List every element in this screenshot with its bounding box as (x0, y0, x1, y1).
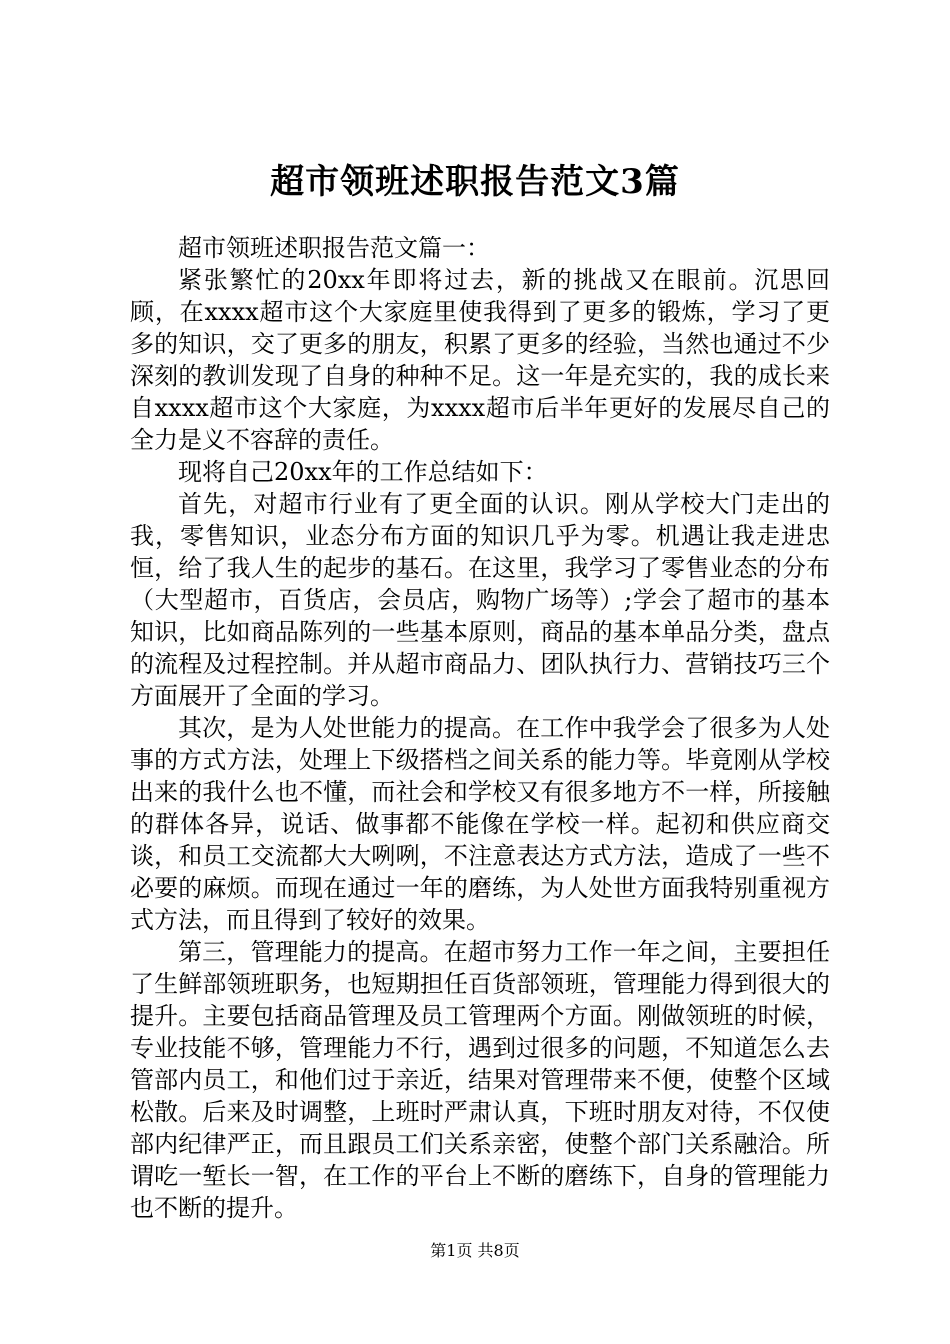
paragraph-first: 首先，对超市行业有了更全面的认识。刚从学校大门走出的我，零售知识，业态分布方面的知识几乎为零。机遇让我走进忠恒，给了我人生的起步的基石。在这里，我学习了零售业态的分布（大型超市，百货店，会员店，购物广场等）;学会了超市的基本知识，比如商品陈列的一些基本原则，商品的基本单品分类，盘点的流程及过程控制。并从超市商品力、团队执行力、营销技巧三个方面展开了全面的学习。 (130, 490, 830, 710)
document-title: 超市领班述职报告范文3篇 (270, 162, 680, 202)
page-footer: 第1页 共8页 (430, 1241, 520, 1260)
paragraph-second: 其次，是为人处世能力的提高。在工作中我学会了很多为人处事的方式方法，处理上下级搭档之间关系的能力等。毕竟刚从学校出来的我什么也不懂，而社会和学校又有很多地方不一样，所接触的群体各异，说话、做事都不能像在学校一样。起初和供应商交谈，和员工交流都大大咧咧，不注意表达方式方法，造成了一些不必要的麻烦。而现在通过一年的磨练，为人处世方面我特别重视方式方法，而且得到了较好的效果。 (130, 714, 830, 934)
document-body (130, 232, 830, 1224)
paragraph-intro: 紧张繁忙的20xx年即将过去，新的挑战又在眼前。沉思回顾，在xxxx超市这个大家庭里使我得到了更多的锻炼，学习了更多的知识，交了更多的朋友，积累了更多的经验，当然也通过不少深刻的教训发现了自身的种种不足。这一年是充实的，我的成长来自xxxx超市这个大家庭，为xxxx超市后半年更好的发展尽自己的全力是义不容辞的责任。 (130, 266, 830, 454)
paragraph-summary-lead: 现将自己20xx年的工作总结如下： (178, 458, 548, 486)
section-heading: 超市领班述职报告范文篇一： (178, 234, 490, 262)
paragraph-third: 第三，管理能力的提高。在超市努力工作一年之间，主要担任了生鲜部领班职务，也短期担任百货部领班，管理能力得到很大的提升。主要包括商品管理及员工管理两个方面。刚做领班的时候，专业技能不够，管理能力不行，遇到过很多的问题，不知道怎么去管部内员工，和他们过于亲近，结果对管理带来不便，使整个区域松散。后来及时调整，上班时严肃认真，下班时朋友对待，不仅使部内纪律严正，而且跟员工们关系亲密，使整个部门关系融洽。所谓吃一堑长一智，在工作的平台上不断的磨练下，自身的管理能力也不断的提升。 (130, 938, 830, 1222)
